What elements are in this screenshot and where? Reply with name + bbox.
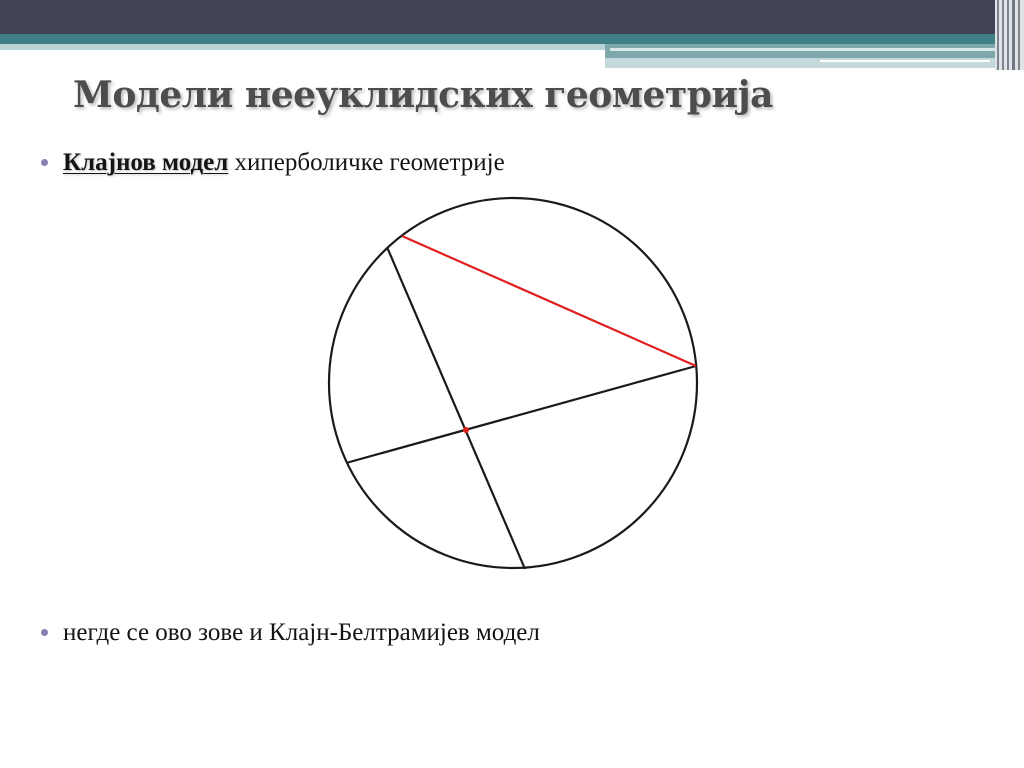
bullet-marker: [41, 159, 48, 166]
bullet-text: хиперболичке геометрије: [228, 149, 505, 176]
bullet-text: негде се ово зове и Клајн-Белтрамијев модел: [63, 619, 540, 646]
header-band-mid-highlight: [610, 48, 995, 51]
header-band-low-highlight: [820, 60, 990, 62]
chord-line-1: [387, 247, 525, 569]
bullet-marker: [41, 629, 48, 636]
klein-model-diagram: [320, 190, 710, 580]
red-chord-line: [402, 236, 696, 366]
intersection-point: [463, 427, 469, 433]
bullet-item-klein-beltrami: [38, 618, 540, 648]
slide-title: Модели нееуклидских геометрија: [73, 74, 773, 116]
chord-line-2: [346, 366, 696, 463]
header-band-teal: [0, 34, 1024, 44]
header-band-pale: [0, 44, 605, 50]
header-band-dark: [0, 0, 1024, 34]
boundary-circle: [329, 198, 697, 568]
bullet-item-klein-model: [38, 148, 505, 178]
header-band-mid: [605, 44, 1000, 58]
header-stripes: [995, 0, 1024, 70]
bullet-strong-text: Клајнов модел: [63, 149, 229, 176]
